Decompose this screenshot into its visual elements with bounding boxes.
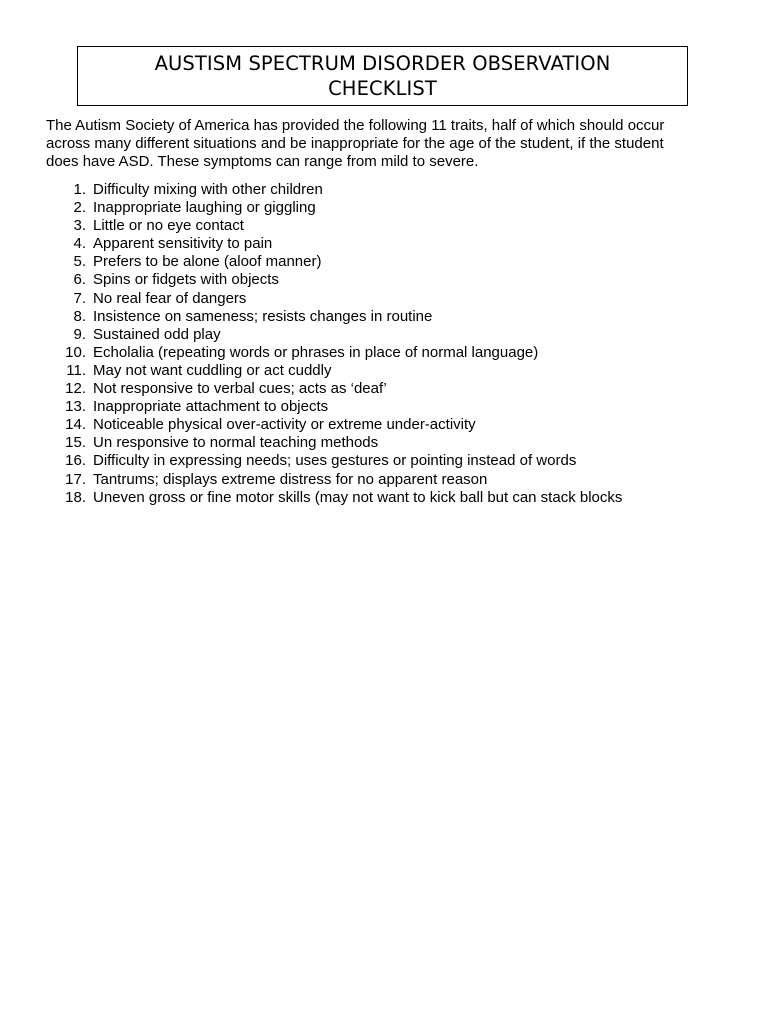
title-line-1: AUSTISM SPECTRUM DISORDER OBSERVATION: [154, 52, 611, 75]
list-item: [46, 398, 622, 416]
list-item: [46, 199, 622, 217]
list-item-number: 11.: [66, 361, 86, 379]
list-item-number: 5.: [73, 253, 86, 271]
list-item-number: 7.: [73, 289, 86, 307]
list-item-text: Uneven gross or fine motor skills (may not want to kick ball but can stack blocks: [93, 488, 623, 506]
list-item-number: 10.: [65, 343, 86, 361]
list-item-number: 6.: [73, 271, 86, 289]
list-item: [46, 416, 622, 434]
intro-line: across many different situations and be inappropriate for the age of the student, if the student: [46, 135, 664, 152]
list-item-text: Not responsive to verbal cues; acts as ‘deaf’: [93, 380, 387, 398]
list-item-number: 17.: [65, 470, 86, 488]
list-item-text: Prefers to be alone (aloof manner): [93, 253, 322, 271]
intro-line: does have ASD. These symptoms can range from mild to severe.: [46, 153, 479, 170]
list-item: [46, 434, 622, 452]
list-item: [46, 380, 622, 398]
list-item: [46, 271, 622, 289]
traits-list: [46, 181, 622, 507]
title-box: [77, 46, 688, 106]
list-item-number: 3.: [73, 217, 86, 235]
list-item-text: Difficulty in expressing needs; uses gestures or pointing instead of words: [93, 452, 577, 470]
list-item-text: Sustained odd play: [93, 325, 221, 343]
list-item-text: Noticeable physical over-activity or extreme under-activity: [93, 416, 476, 434]
list-item: [46, 290, 622, 308]
intro-paragraph: [46, 117, 736, 171]
list-item-text: Insistence on sameness; resists changes in routine: [93, 307, 433, 325]
list-item: [46, 235, 622, 253]
list-item: [46, 489, 622, 507]
list-item-number: 15.: [65, 434, 86, 452]
list-item-text: Inappropriate attachment to objects: [93, 398, 329, 416]
list-item-number: 4.: [73, 235, 86, 253]
list-item: [46, 253, 622, 271]
list-item-number: 16.: [65, 452, 86, 470]
list-item-text: Un responsive to normal teaching methods: [93, 434, 379, 452]
title-line-2: CHECKLIST: [328, 77, 437, 100]
list-item: [46, 217, 622, 235]
list-item-number: 12.: [65, 380, 86, 398]
list-item-text: Inappropriate laughing or giggling: [93, 199, 316, 217]
list-item-number: 13.: [65, 398, 86, 416]
list-item: [46, 452, 622, 470]
list-item-text: Echolalia (repeating words or phrases in place of normal language): [93, 343, 539, 361]
list-item-number: 18.: [65, 488, 86, 506]
list-item-text: Difficulty mixing with other children: [93, 181, 323, 198]
list-item: [46, 308, 622, 326]
list-item-text: Tantrums; displays extreme distress for no apparent reason: [93, 470, 488, 488]
list-item-text: Apparent sensitivity to pain: [93, 235, 273, 253]
list-item-number: 14.: [65, 416, 86, 434]
list-item-number: 9.: [73, 325, 86, 343]
list-item: [46, 471, 622, 489]
intro-line: The Autism Society of America has provided the following 11 traits, half of which should occur: [46, 117, 665, 134]
list-item-text: Spins or fidgets with objects: [93, 271, 279, 289]
list-item-number: 8.: [73, 307, 86, 325]
list-item-text: No real fear of dangers: [93, 289, 247, 307]
list-item-text: May not want cuddling or act cuddly: [93, 361, 332, 379]
list-item: [46, 362, 622, 380]
list-item: [46, 344, 622, 362]
list-item: [46, 181, 622, 199]
list-item-number: 1.: [73, 181, 86, 198]
list-item-text: Little or no eye contact: [93, 217, 244, 235]
list-item-number: 2.: [73, 199, 86, 217]
list-item: [46, 326, 622, 344]
